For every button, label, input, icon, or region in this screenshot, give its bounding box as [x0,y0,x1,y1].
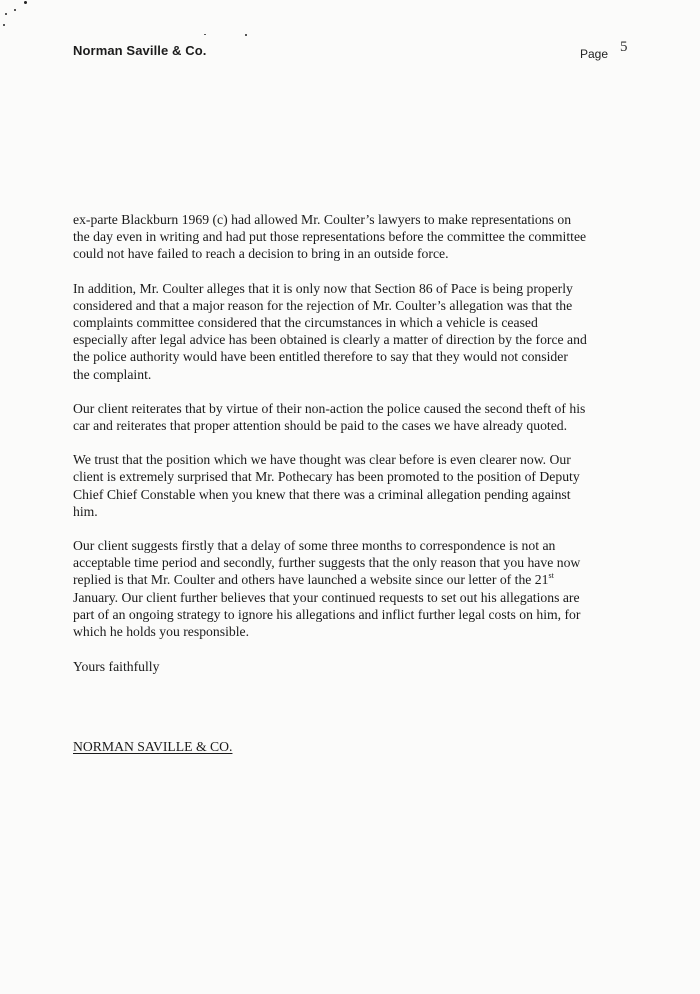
text-line: especially after legal advice has been obtained is clearly a matter of direction by the force and [73,332,587,348]
text-line [73,571,633,588]
scan-speck [5,13,7,15]
scan-speck [24,1,27,4]
text-line: car and reiterates that proper attention should be paid to the cases we have already quoted. [73,418,568,434]
page-number: 5 [620,39,628,55]
paragraph-promotion [73,451,633,520]
text-line: acceptable time period and secondly, further suggests that the only reason that you have now [73,555,581,571]
text-line: which he holds you responsible. [73,624,250,640]
scan-speck [204,34,206,35]
letterhead-firm-name: Norman Saville & Co. [73,43,207,58]
text-line: the day even in writing and had put those representations before the committee the committee [73,229,587,245]
text-line: We trust that the position which we have thought was clear before is even clearer now. Our [73,452,571,468]
scan-speck [245,34,247,36]
paragraph-delay [73,537,633,640]
text-line: In addition, Mr. Coulter alleges that it is only now that Section 86 of Pace is being properly [73,280,573,296]
text-line: ex-parte Blackburn 1969 (c) had allowed Mr. Coulter’s lawyers to make representations on [73,212,572,227]
signature-firm-name: NORMAN SAVILLE & CO. [73,739,233,754]
text-line: Chief Chief Constable when you knew that there was a criminal allegation pending against [73,486,571,502]
text-line: could not have failed to reach a decision to bring in an outside force. [73,246,449,262]
closing-salutation: Yours faithfully [73,659,160,674]
page-label: Page [580,47,609,61]
text-line: part of an ongoing strategy to ignore his allegations and inflict further legal costs on him, for [73,606,581,622]
text-line: client is extremely surprised that Mr. Pothecary has been promoted to the position of Deputy [73,469,580,485]
text-line-main: replied is that Mr. Coulter and others have launched a website since our letter of the 21 [73,572,549,588]
scan-speck [3,24,5,26]
text-line: him. [73,503,98,519]
text-line: the complaint. [73,366,152,382]
text-line: complaints committee considered that the circumstances in which a vehicle is ceased [73,315,538,331]
ordinal-suffix: st [548,571,554,581]
paragraph-section-86 [73,280,633,383]
text-line: considered and that a major reason for the rejection of Mr. Coulter’s allegation was that the [73,297,573,313]
scan-speck [14,9,16,11]
letter-body [73,211,633,640]
text-line: Our client suggests firstly that a delay of some three months to correspondence is not an [73,538,556,554]
paragraph-legal-precedent [73,211,633,263]
text-line: Our client reiterates that by virtue of their non-action the police caused the second theft of his [73,400,586,416]
paragraph-theft [73,400,633,434]
text-line: the police authority would have been entitled therefore to say that they would not consider [73,349,568,365]
text-line: January. Our client further believes that your continued requests to set out his allegations are [73,589,580,605]
